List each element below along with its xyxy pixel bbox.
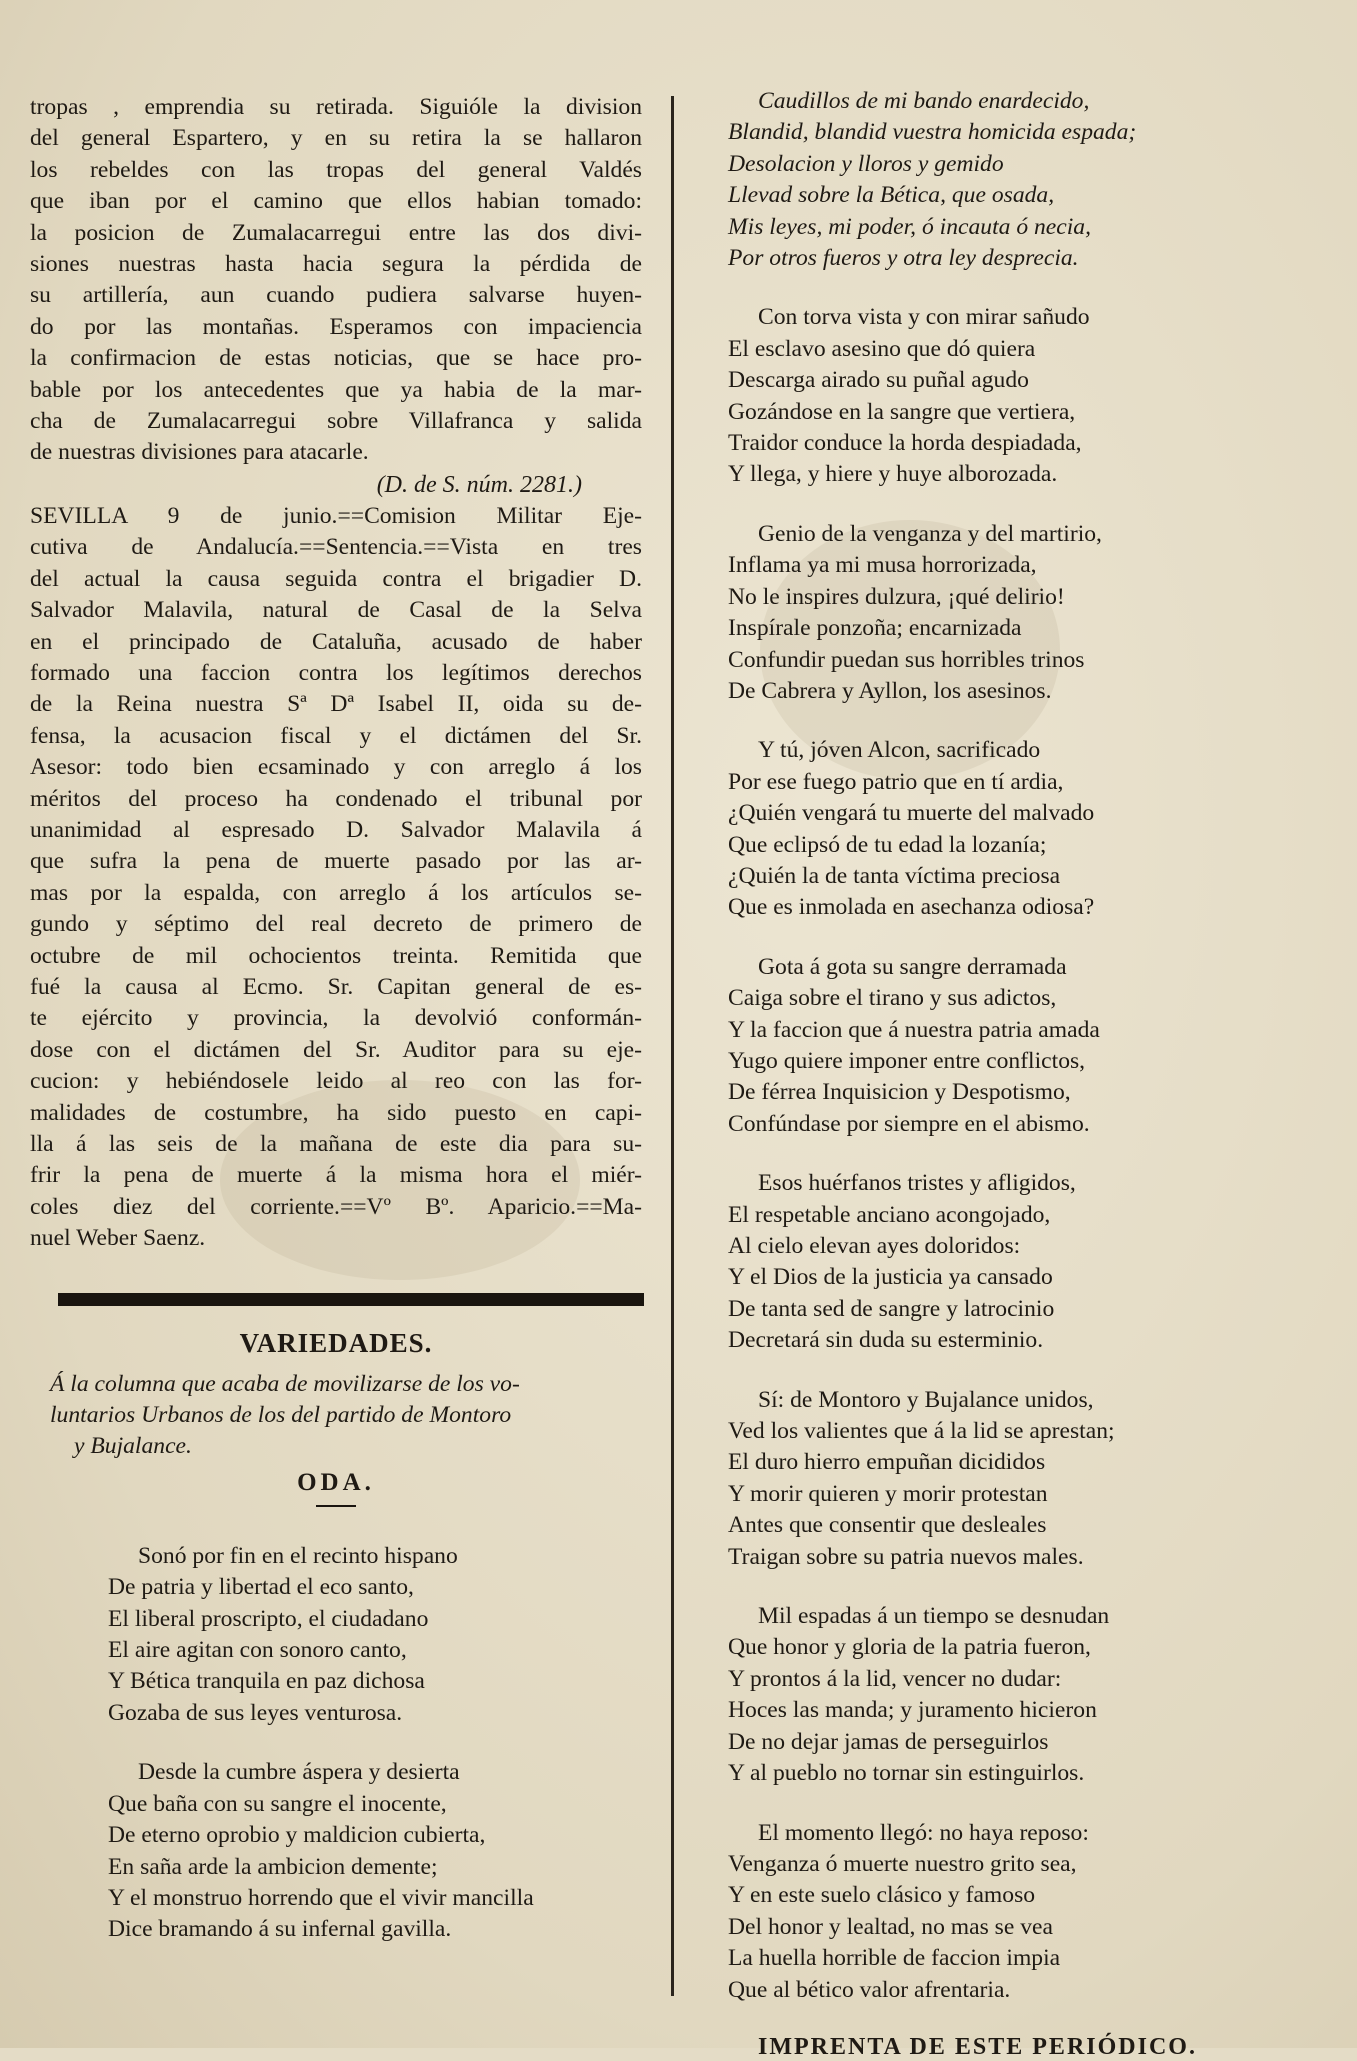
- text-line: méritos del proceso ha condenado el tribunal por: [30, 785, 642, 812]
- poem-stanza: [718, 735, 1318, 923]
- verse-line: Y la faccion que á nuestra patria amada: [728, 1016, 1100, 1043]
- text-line: su artillería, aun cuando pudiera salvarse huyen-: [30, 282, 642, 309]
- text-line: del actual la causa seguida contra el brigadier D.: [30, 565, 642, 592]
- poem-stanza: [718, 302, 1318, 490]
- poem-stanza: [718, 86, 1318, 274]
- verse-line: Y en este suelo clásico y famoso: [728, 1882, 1036, 1909]
- text-line: nuel Weber Saenz.: [30, 1225, 206, 1252]
- text-line: formado una faccion contra los legítimos derechos: [30, 659, 642, 686]
- verse-line: Sí: de Montoro y Bujalance unidos,: [758, 1386, 1094, 1413]
- verse-line: Desolacion y lloros y gemido: [728, 150, 1004, 177]
- text-line: cha de Zumalacarregui sobre Villafranca y salida: [30, 408, 642, 435]
- verse-line: Por otros fueros y otra ley desprecia.: [728, 245, 1079, 272]
- poem-stanza: [718, 1818, 1318, 2006]
- verse-line: De patria y libertad el eco santo,: [108, 1574, 414, 1601]
- verse-line: Y morir quieren y morir protestan: [728, 1480, 1048, 1507]
- verse-line: Y llega, y hiere y huye alborozada.: [728, 461, 1058, 488]
- verse-line: Y tú, jóven Alcon, sacrificado: [758, 737, 1041, 764]
- verse-line: El aire agitan con sonoro canto,: [108, 1637, 407, 1664]
- verse-line: Blandid, blandid vuestra homicida espada;: [728, 119, 1137, 146]
- left-column: [30, 92, 642, 1974]
- verse-line: Ved los valientes que á la lid se aprestan;: [728, 1418, 1115, 1445]
- right-column: [718, 86, 1318, 2061]
- verse-line: Mis leyes, mi poder, ó incauta ó necia,: [728, 213, 1092, 240]
- poem-title: ODA.: [297, 1468, 375, 1496]
- text-line: te ejército y provincia, la devolvió conformán-: [30, 1005, 642, 1032]
- verse-line: Que honor y gloria de la patria fueron,: [728, 1634, 1091, 1661]
- verse-line: Decretará sin duda su esterminio.: [728, 1327, 1044, 1354]
- verse-line: Gota á gota su sangre derramada: [758, 953, 1067, 980]
- verse-line: Y prontos á la lid, vencer no dudar:: [728, 1665, 1062, 1692]
- text-line: que sufra la pena de muerte pasado por las ar-: [30, 848, 642, 875]
- verse-line: Sonó por fin en el recinto hispano: [138, 1542, 458, 1569]
- verse-line: Dice bramando á su infernal gavilla.: [108, 1916, 452, 1943]
- verse-line: Del honor y lealtad, no mas se vea: [728, 1913, 1053, 1940]
- verse-line: Llevad sobre la Bética, que osada,: [728, 182, 1055, 209]
- text-line: lla á las seis de la mañana de este dia para su-: [30, 1131, 642, 1157]
- text-line: bable por los antecedentes que ya habia de la mar-: [30, 376, 642, 403]
- text-line: cucion: y hebiéndosele leido al reo con las for-: [30, 1068, 642, 1095]
- verse-line: De eterno oprobio y maldicion cubierta,: [108, 1822, 486, 1849]
- text-line: fensa, la acusacion fiscal y el dictámen del Sr.: [30, 722, 642, 749]
- poem-stanza: [718, 1168, 1318, 1356]
- verse-line: Que al bético valor afrentaria.: [728, 1976, 1011, 2003]
- right-poem-stanzas: [718, 302, 1318, 2006]
- left-poem-stanzas: [30, 1541, 642, 1946]
- text-line: los rebeldes con las tropas del general Valdés: [30, 156, 642, 183]
- imprint: IMPRENTA DE ESTE PERIÓDICO.: [758, 2033, 1197, 2060]
- verse-line: Genio de la venganza y del martirio,: [758, 520, 1102, 547]
- verse-line: ¿Quién vengará tu muerte del malvado: [728, 800, 1095, 827]
- text-line: SEVILLA 9 de junio.==Comision Militar Eje-: [30, 502, 642, 529]
- column-divider: [671, 96, 674, 1996]
- verse-line: No le inspires dulzura, ¡qué delirio!: [728, 583, 1065, 610]
- text-line: cutiva de Andalucía.==Sentencia.==Vista en tres: [30, 534, 642, 561]
- verse-line: Que baña con su sangre el inocente,: [108, 1790, 447, 1817]
- text-line: del general Espartero, y en su retira la se hallaron: [30, 125, 642, 152]
- poem-stanza: [718, 519, 1318, 707]
- verse-line: Descarga airado su puñal agudo: [728, 367, 1029, 394]
- text-line: que iban por el camino que ellos habian tomado:: [30, 188, 642, 215]
- verse-line: De férrea Inquisicion y Despotismo,: [728, 1079, 1071, 1106]
- verse-line: Y al pueblo no tornar sin estinguirlos.: [728, 1760, 1085, 1787]
- poem-stanza: [30, 1541, 642, 1729]
- verse-line: Por ese fuego patrio que en tí ardia,: [728, 768, 1064, 795]
- verse-line: Hoces las manda; y juramento hicieron: [728, 1697, 1097, 1724]
- verse-line: El respetable anciano acongojado,: [728, 1201, 1051, 1228]
- verse-line: Gozaba de sus leyes venturosa.: [108, 1699, 403, 1726]
- poem-stanza: [30, 1757, 642, 1945]
- verse-line: Inspírale ponzoña; encarnizada: [728, 615, 1022, 642]
- text-line: gundo y séptimo del real decreto de primero de: [30, 911, 642, 938]
- text-line: en el principado de Cataluña, acusado de haber: [30, 628, 642, 655]
- dedication-line: Á la columna que acaba de movilizarse de los vo-: [50, 1370, 520, 1397]
- verse-line: Y Bética tranquila en paz dichosa: [108, 1668, 425, 1695]
- poem-stanza: [718, 1385, 1318, 1573]
- verse-line: ¿Quién la de tanta víctima preciosa: [728, 862, 1061, 889]
- verse-line: Al cielo elevan ayes doloridos:: [728, 1233, 1021, 1259]
- dedication-line: y Bujalance.: [74, 1433, 192, 1460]
- verse-line: Mil espadas á un tiempo se desnudan: [758, 1603, 1110, 1630]
- verse-line: Con torva vista y con mirar sañudo: [758, 304, 1090, 331]
- verse-line: De no dejar jamas de perseguirlos: [728, 1728, 1049, 1755]
- verse-line: Y el monstruo horrendo que el vivir mancilla: [108, 1884, 534, 1911]
- text-line: tropas , emprendia su retirada. Siguióle la division: [30, 94, 642, 120]
- text-line: dose con el dictámen del Sr. Auditor para su eje-: [30, 1036, 642, 1063]
- verse-line: El duro hierro empuñan dicididos: [728, 1449, 1046, 1476]
- verse-line: Gozándose en la sangre que vertiera,: [728, 398, 1076, 425]
- verse-line: De tanta sed de sangre y latrocinio: [728, 1295, 1055, 1322]
- text-line: la confirmacion de estas noticias, que se hace pro-: [30, 345, 642, 372]
- verse-line: El momento llegó: no haya reposo:: [758, 1819, 1089, 1846]
- text-line: Salvador Malavila, natural de Casal de la Selva: [30, 597, 642, 624]
- verse-line: Venganza ó muerte nuestro grito sea,: [728, 1850, 1077, 1877]
- text-line: siones nuestras hasta hacia segura la pérdida de: [30, 251, 642, 278]
- text-line: do por las montañas. Esperamos con impaciencia: [30, 313, 642, 340]
- court-sentence: [30, 501, 642, 1255]
- poem-stanza: [718, 952, 1318, 1140]
- text-line: malidades de costumbre, ha sido puesto en capi-: [30, 1099, 642, 1126]
- dedication-line: luntarios Urbanos de los del partido de Montoro: [50, 1402, 512, 1429]
- text-line: Asesor: todo bien ecsaminado y con arreglo á los: [30, 754, 642, 781]
- verse-line: Antes que consentir que desleales: [728, 1512, 1047, 1539]
- verse-line: Confúndase por siempre en el abismo.: [728, 1110, 1090, 1137]
- text-line: mas por la espalda, con arreglo á los artículos se-: [30, 879, 642, 906]
- text-line: unanimidad al espresado D. Salvador Malavila á: [30, 816, 642, 843]
- poem-stanza: [718, 1601, 1318, 1789]
- verse-line: Yugo quiere imponer entre conflictos,: [728, 1047, 1086, 1074]
- text-line: de la Reina nuestra Sª Dª Isabel II, oida su de-: [30, 691, 642, 718]
- verse-line: Esos huérfanos tristes y afligidos,: [758, 1170, 1076, 1197]
- verse-line: Que eclipsó de tu edad la lozanía;: [728, 831, 1047, 858]
- poem-dedication: [30, 1369, 642, 1463]
- text-line: fué la causa al Ecmo. Sr. Capitan general de es-: [30, 973, 642, 1000]
- source-citation: (D. de S. núm. 2281.): [376, 471, 582, 498]
- text-line: coles diez del corriente.==Vº Bº. Aparicio.==Ma-: [30, 1193, 642, 1220]
- verse-line: En saña arde la ambicion demente;: [108, 1853, 438, 1880]
- news-report: [30, 92, 642, 469]
- verse-line: De Cabrera y Ayllon, los asesinos.: [728, 677, 1052, 704]
- text-line: frir la pena de muerte á la misma hora el miér-: [30, 1162, 642, 1189]
- verse-line: El liberal proscripto, el ciudadano: [108, 1605, 429, 1632]
- verse-line: Que es inmolada en asechanza odiosa?: [728, 894, 1095, 921]
- section-title: VARIEDADES.: [239, 1327, 433, 1358]
- verse-line: Caudillos de mi bando enardecido,: [758, 88, 1090, 114]
- verse-line: Y el Dios de la justicia ya cansado: [728, 1264, 1053, 1291]
- verse-line: Confundir puedan sus horribles trinos: [728, 646, 1085, 673]
- text-line: la posicion de Zumalacarregui entre las dos divi-: [30, 219, 642, 246]
- verse-line: El esclavo asesino que dó quiera: [728, 335, 1036, 362]
- text-line: octubre de mil ochocientos treinta. Remitida que: [30, 942, 642, 969]
- verse-line: Inflama ya mi musa horrorizada,: [728, 552, 1037, 579]
- title-rule: [316, 1505, 356, 1507]
- section-rule: [58, 1293, 644, 1306]
- verse-line: Desde la cumbre áspera y desierta: [138, 1759, 460, 1786]
- verse-line: Traidor conduce la horda despiadada,: [728, 430, 1082, 457]
- text-line: de nuestras divisiones para atacarle.: [30, 439, 369, 466]
- verse-line: Traigan sobre su patria nuevos males.: [728, 1543, 1084, 1570]
- verse-line: Caiga sobre el tirano y sus adictos,: [728, 985, 1057, 1012]
- verse-line: La huella horrible de faccion impia: [728, 1945, 1061, 1972]
